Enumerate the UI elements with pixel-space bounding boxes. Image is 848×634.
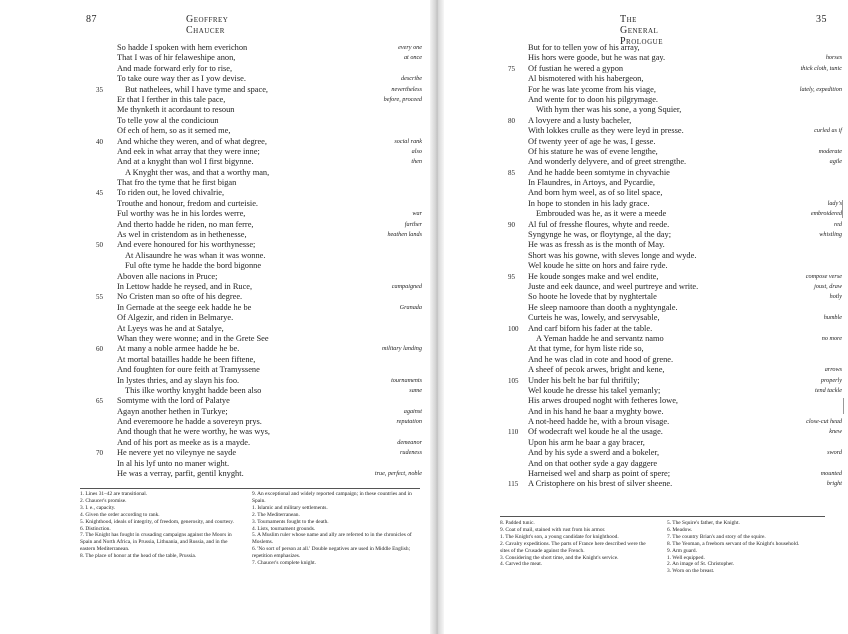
verse-line <box>0 209 430 219</box>
marginal-gloss: rudeness <box>400 449 422 457</box>
verse-line <box>444 396 848 406</box>
marginal-gloss: war <box>412 210 422 218</box>
verse-line <box>444 178 848 188</box>
verse-text: He sleep namoore than dooth a nyghtyngale. <box>528 302 678 312</box>
marginal-gloss: also <box>411 147 422 155</box>
verse-text: And in his hand he baar a myghty bowe. <box>528 406 664 416</box>
marginal-gloss: sword <box>827 449 842 457</box>
line-number: 110 <box>508 428 519 437</box>
verse-line <box>0 220 430 230</box>
verse-line <box>0 324 430 334</box>
verse-line <box>0 105 430 115</box>
verse-text: With lokkes crulle as they were leyd in presse. <box>528 126 684 136</box>
verse-line <box>0 85 430 95</box>
line-number: 60 <box>96 345 103 354</box>
verse-text: And therto hadde he riden, no man ferre, <box>117 219 254 229</box>
verse-text: And of his port as meeke as is a mayde. <box>117 437 251 447</box>
verse-line <box>0 116 430 126</box>
marginal-gloss: farther <box>404 220 422 228</box>
marginal-gloss: humble <box>823 314 842 322</box>
verse-line <box>444 116 848 126</box>
verse-text: As wel in cristendom as in hethenesse, <box>117 230 247 240</box>
verse-line <box>0 168 430 178</box>
verse-text: And by his syde a swerd and a bokeler, <box>528 448 660 458</box>
verse-line <box>444 303 848 313</box>
footnote: 5. Knighthood, ideals of integrity, of freedom, generosity, and courtesy. <box>80 518 234 525</box>
verse-text: Of ech of hem, so as it semed me, <box>117 126 231 136</box>
marginal-gloss: embroidered <box>810 210 842 218</box>
verse-text: And whiche they weren, and of what degree, <box>117 136 267 146</box>
verse-text: In hope to stonden in his lady grace. <box>528 198 650 208</box>
line-number: 115 <box>508 480 519 489</box>
footnotes <box>500 520 830 632</box>
verse-line <box>444 438 848 448</box>
line-number: 55 <box>96 293 103 302</box>
marginal-gloss: agile <box>829 158 842 166</box>
verse-line <box>444 85 848 95</box>
footnote: 8. Padded tunic. <box>500 520 535 526</box>
page-edge-mark <box>843 398 844 414</box>
verse-text: And everemoore he hadde a sovereyn prys. <box>117 417 262 427</box>
verse-text: In Lettow hadde he reysed, and in Ruce, <box>117 281 253 291</box>
verse-text: Of his stature he was of evene lengthe, <box>528 146 658 156</box>
verse-text: And born hym weel, as of so litel space, <box>528 188 663 198</box>
marginal-gloss: lately, expedition <box>799 85 842 93</box>
verse-line <box>444 230 848 240</box>
verse-line <box>444 199 848 209</box>
verse-text: To riden out, he loved chivalrie, <box>117 188 225 198</box>
verse-line <box>0 282 430 292</box>
marginal-gloss: campaigned <box>391 282 422 290</box>
marginal-gloss: heathen lands <box>387 231 422 239</box>
marginal-gloss: demeanor <box>397 438 422 446</box>
marginal-gloss: tournaments <box>391 376 422 384</box>
verse-text: And wonderly delyvere, and of greet strengthe. <box>528 157 687 167</box>
verse-text: That I was of hir felaweshipe anon, <box>117 53 236 63</box>
verse-text: A sheef of pecok arwes, bright and kene, <box>528 365 665 375</box>
verse-line <box>444 376 848 386</box>
marginal-gloss: moderate <box>818 147 842 155</box>
verse-line <box>0 396 430 406</box>
verse-text: With hym ther was his sone, a yong Squier, <box>536 105 682 115</box>
marginal-gloss: social rank <box>394 137 422 145</box>
footnote: 5. A Muslim ruler whose name and ally are referred to in the chronicles of Moslems. <box>252 532 412 546</box>
verse-text: At Lyeys was he and at Satalye, <box>117 323 224 333</box>
footnote: 6. Distinction. <box>80 525 111 532</box>
verse-line <box>0 407 430 417</box>
verse-line <box>0 157 430 167</box>
verse-line <box>0 448 430 458</box>
verse-text: To telle yow al the condicioun <box>117 115 219 125</box>
verse-text: That fro the tyme that he first bigan <box>117 178 237 188</box>
verse-line <box>0 303 430 313</box>
footnote: 3. Considering the short time, and the Knight's service. <box>500 554 619 561</box>
verse-text: Aboven alle nacions in Pruce; <box>117 271 218 281</box>
verse-text: Curteis he was, lowely, and servysable, <box>528 313 660 323</box>
line-number: 90 <box>508 220 515 229</box>
verse-line <box>444 469 848 479</box>
verse-line <box>0 74 430 84</box>
marginal-gloss: lady's <box>827 199 842 207</box>
verse-text: Of Algezir, and riden in Belmarye. <box>117 313 234 323</box>
line-number: 65 <box>96 397 103 406</box>
line-number: 75 <box>508 64 515 73</box>
verse-line <box>0 292 430 302</box>
footnote: 6. Meadow. <box>667 526 693 533</box>
marginal-gloss: mounted <box>820 470 842 478</box>
verse-line <box>444 43 848 53</box>
line-number: 80 <box>508 116 515 125</box>
marginal-gloss: tend tackle <box>815 386 842 394</box>
line-number: 45 <box>96 189 103 198</box>
marginal-gloss: before, proceed <box>383 95 422 103</box>
verse-line <box>444 427 848 437</box>
verse-line <box>444 334 848 344</box>
page-number: 35 <box>816 14 827 25</box>
verse-text: Embrouded was he, as it were a meede <box>536 209 667 219</box>
verse-text: At mortal batailles hadde he been fiftene, <box>117 354 256 364</box>
verse-text: And evere honoured for his worthynesse; <box>117 240 256 250</box>
verse-text: A not-heed hadde he, with a broun visage. <box>528 417 670 427</box>
verse-line <box>444 147 848 157</box>
verse-line <box>444 95 848 105</box>
verse-line <box>0 95 430 105</box>
footnote-column <box>500 520 655 568</box>
line-number: 40 <box>96 137 103 146</box>
verse-text: A Yeman hadde he and servantz namo <box>536 333 664 343</box>
verse-line <box>444 137 848 147</box>
verse-line <box>444 448 848 458</box>
footnote-rule <box>80 488 420 489</box>
verse-text: In Flaundres, in Artoys, and Pycardie, <box>528 178 655 188</box>
marginal-gloss: thick cloth, tunic <box>800 64 842 72</box>
marginal-gloss: arrows <box>824 366 842 374</box>
marginal-gloss: knew <box>829 428 842 436</box>
line-number: 105 <box>508 376 519 385</box>
verse-text: Ful ofte tyme he hadde the bord bigonne <box>125 261 262 271</box>
verse-line <box>444 324 848 334</box>
marginal-gloss: same <box>409 386 422 394</box>
line-number: 95 <box>508 272 515 281</box>
verse-text: Er that I ferther in this tale pace, <box>117 94 226 104</box>
verse-line <box>0 199 430 209</box>
verse-line <box>0 230 430 240</box>
verse-text: In al his lyf unto no maner wight. <box>117 458 230 468</box>
verse-text: In lystes thries, and ay slayn his foo. <box>117 375 240 385</box>
verse-text: And he was clad in cote and hood of grene. <box>528 354 674 364</box>
verse-text: At Alisaundre he was whan it was wonne. <box>125 250 266 260</box>
verse-text: His arwes drouped noght with fetheres lowe, <box>528 396 679 406</box>
marginal-gloss: describe <box>401 75 422 83</box>
footnote: 7. The Knight has fought in crusading campaigns against the Moors in Spain and North Africa, in Prussia, Lithuania, and Russia, and in the eastern Mediterranean. <box>80 532 232 553</box>
verse-line <box>444 220 848 230</box>
verse-text: He nevere yet no vileynye ne sayde <box>117 448 237 458</box>
verse-line <box>0 438 430 448</box>
verse-text: A lovyere and a lusty bacheler, <box>528 115 632 125</box>
footnote: 7. The country Brian's and story of the squire. <box>667 533 766 540</box>
verse-line <box>444 459 848 469</box>
verse-line <box>0 427 430 437</box>
verse-line <box>0 147 430 157</box>
footnote: 1. Well equipped. <box>667 554 705 561</box>
marginal-gloss: reputation <box>396 418 422 426</box>
marginal-gloss: properly <box>820 376 842 384</box>
verse-text: His hors were goode, but he was nat gay. <box>528 53 666 63</box>
verse-text: Under his belt he bar ful thriftily; <box>528 375 640 385</box>
footnote: 4. Carved the meat. <box>500 561 543 568</box>
footnote-column <box>667 520 822 575</box>
marginal-gloss: nevertheless <box>391 85 422 93</box>
verse-lines <box>444 43 848 490</box>
footnote: 4. Lists, tournament grounds. <box>252 525 316 532</box>
marginal-gloss: no more <box>821 334 842 342</box>
verse-line <box>0 53 430 63</box>
footnote: 9. Coat of mail, stained with rust from his armor. <box>500 526 606 533</box>
verse-text: Somtyme with the lord of Palatye <box>117 396 230 406</box>
marginal-gloss: whistling <box>819 231 842 239</box>
verse-line <box>444 53 848 63</box>
page-number: 87 <box>86 14 97 25</box>
footnote: 8. The Yeoman, a freeborn servant of the Knight's household. <box>667 540 800 547</box>
verse-line <box>0 251 430 261</box>
verse-text: Al ful of fresshe floures, whyte and reede. <box>528 219 670 229</box>
line-number: 85 <box>508 168 515 177</box>
verse-text: And carf biforn his fader at the table. <box>528 323 653 333</box>
verse-line <box>0 355 430 365</box>
marginal-gloss: bright <box>826 480 842 488</box>
verse-text: Me thynketh it acordaunt to resoun <box>117 105 235 115</box>
verse-text: But nathelees, whil I have tyme and space, <box>125 84 269 94</box>
verse-line <box>444 365 848 375</box>
line-number: 100 <box>508 324 519 333</box>
verse-line <box>444 292 848 302</box>
verse-text: And though that he were worthy, he was wys, <box>117 427 270 437</box>
verse-text: No Cristen man so ofte of his degree. <box>117 292 243 302</box>
verse-text: Short was his gowne, with sleves longe and wyde. <box>528 250 697 260</box>
verse-text: At many a noble armee hadde he be. <box>117 344 240 354</box>
verse-line <box>444 240 848 250</box>
footnote-column <box>252 491 412 567</box>
verse-line <box>0 272 430 282</box>
verse-text: A Cristophere on his brest of silver sheene. <box>528 479 673 489</box>
verse-text: In Gernade at the seege eek hadde he be <box>117 302 252 312</box>
verse-text: Harneised wel and sharp as point of spere; <box>528 469 671 479</box>
verse-line <box>0 417 430 427</box>
running-title: The General Prologue <box>620 14 664 47</box>
marginal-gloss: close-cut head <box>806 418 842 426</box>
marginal-gloss: horses <box>825 54 842 62</box>
verse-text: Upon his arm he baar a gay bracer, <box>528 437 645 447</box>
page-edge-mark <box>842 200 843 218</box>
verse-line <box>0 188 430 198</box>
marginal-gloss: Granada <box>399 303 422 311</box>
footnote: 1. Islamic and military settlements. <box>252 504 328 511</box>
verse-line <box>444 168 848 178</box>
marginal-gloss: curled as if <box>814 127 842 135</box>
verse-text: To take oure way ther as I yow devise. <box>117 74 246 84</box>
marginal-gloss: military landing <box>381 345 422 353</box>
verse-line <box>444 251 848 261</box>
marginal-gloss: every one <box>398 44 422 51</box>
marginal-gloss: at once <box>403 54 422 62</box>
footnote: 2. Chaucer's promise. <box>80 497 127 504</box>
verse-line <box>0 240 430 250</box>
verse-line <box>0 386 430 396</box>
marginal-gloss: joust, draw <box>814 282 842 290</box>
verse-line <box>0 137 430 147</box>
footnote: 3. Worn on the breast. <box>667 568 715 575</box>
verse-text: For he was late ycome from his viage, <box>528 84 656 94</box>
verse-line <box>0 469 430 479</box>
verse-line <box>0 178 430 188</box>
book-gutter <box>430 0 444 634</box>
verse-line <box>444 282 848 292</box>
footnotes <box>80 491 425 631</box>
verse-line <box>0 365 430 375</box>
footnote: 2. The Mediterranean. <box>252 511 300 518</box>
verse-text: This ilke worthy knyght hadde been also <box>125 385 262 395</box>
verse-line <box>444 74 848 84</box>
footnote: 1. The Knight's son, a young candidate for knighthood. <box>500 533 619 540</box>
verse-text: Wel koude he dresse his takel yemanly; <box>528 385 661 395</box>
verse-line <box>444 157 848 167</box>
right-page <box>444 0 848 634</box>
verse-text: He koude songes make and wel endite, <box>528 271 659 281</box>
verse-text: Whan they were wonne; and in the Grete See <box>117 333 269 343</box>
verse-line <box>444 355 848 365</box>
footnote: 7. Chaucer's complete knight. <box>252 560 316 567</box>
verse-line <box>444 64 848 74</box>
footnote: 5. The Squire's father, the Knight. <box>667 520 740 526</box>
verse-text: So hoote he lovede that by nyghtertale <box>528 292 657 302</box>
verse-text: He was as fressh as is the month of May. <box>528 240 665 250</box>
verse-line <box>444 407 848 417</box>
verse-line <box>0 313 430 323</box>
footnote: 4. Given the order according to rank. <box>80 511 160 518</box>
verse-text: A Knyght ther was, and that a worthy man, <box>125 167 270 177</box>
verse-text: And eek in what array that they were inne; <box>117 146 260 156</box>
verse-text: Al bismotered with his habergeon, <box>528 74 644 84</box>
marginal-gloss: compose verse <box>805 272 842 280</box>
footnote: 3. Tournaments fought to the death. <box>252 518 329 525</box>
line-number: 70 <box>96 449 103 458</box>
footnote: 6. 'No sort of person at all.' Double negatives are used in Middle English; repetition emphasizes. <box>252 546 411 560</box>
footnote-rule <box>500 516 825 517</box>
verse-text: Juste and eek daunce, and weel purtreye and write. <box>528 281 699 291</box>
verse-text: Wel koude he sitte on hors and faire ryde. <box>528 261 668 271</box>
verse-line <box>444 209 848 219</box>
running-title: Geoffrey Chaucer <box>186 14 229 36</box>
verse-line <box>444 313 848 323</box>
footnote: 9. An exceptional and widely reported campaign; in these countries and in Spain. <box>252 491 412 504</box>
verse-text: At that tyme, for hym liste ride so, <box>528 344 644 354</box>
verse-text: Agayn another hethen in Turkye; <box>117 406 228 416</box>
footnote: 2. Cavalry expeditions. The parts of France here described were the sites of the Crusade against the French. <box>500 540 646 554</box>
verse-text: But for to tellen yow of his array, <box>528 43 640 52</box>
marginal-gloss: then <box>411 158 422 166</box>
verse-line <box>0 126 430 136</box>
verse-line <box>444 126 848 136</box>
marginal-gloss: true, perfect, noble <box>374 470 422 478</box>
footnote: 3. I. e., capacity. <box>80 504 116 511</box>
verse-text: Trouthe and honour, fredom and curteisie. <box>117 198 258 208</box>
line-number: 50 <box>96 241 103 250</box>
verse-lines <box>0 43 430 479</box>
verse-text: And he hadde been somtyme in chyvachie <box>528 167 670 177</box>
footnote: 8. The place of honor at the head of the table, Prussia. <box>80 553 197 560</box>
verse-line <box>0 334 430 344</box>
verse-text: So hadde I spoken with hem everichon <box>117 43 248 52</box>
verse-line <box>444 479 848 489</box>
verse-line <box>0 376 430 386</box>
verse-text: And wente for to doon his pilgrymage. <box>528 94 659 104</box>
verse-line <box>0 64 430 74</box>
footnote: 2. An image of St. Christopher. <box>667 561 735 568</box>
verse-text: And on that oother syde a gay daggere <box>528 458 658 468</box>
marginal-gloss: against <box>403 407 422 415</box>
line-number: 35 <box>96 85 103 94</box>
verse-line <box>0 459 430 469</box>
verse-line <box>444 105 848 115</box>
marginal-gloss: red <box>833 220 842 228</box>
verse-line <box>444 417 848 427</box>
verse-text: And foughten for oure feith at Tramyssene <box>117 365 260 375</box>
footnote: 1. Lines 31–42 are transitional. <box>80 491 148 497</box>
footnote: 9. Arm guard. <box>667 547 697 554</box>
verse-line <box>444 272 848 282</box>
verse-line <box>444 261 848 271</box>
verse-line <box>0 261 430 271</box>
verse-line <box>0 43 430 53</box>
verse-text: And at a knyght than wol I first bigynne. <box>117 157 254 167</box>
marginal-gloss: hotly <box>829 293 842 301</box>
verse-line <box>444 188 848 198</box>
verse-text: Of wodecraft wel koude he al the usage. <box>528 427 663 437</box>
verse-text: Ful worthy was he in his lordes werre, <box>117 209 246 219</box>
verse-line <box>444 386 848 396</box>
verse-line <box>0 344 430 354</box>
verse-line <box>444 344 848 354</box>
verse-text: Syngynge he was, or floytynge, al the day; <box>528 230 672 240</box>
footnote-column <box>80 491 240 560</box>
verse-text: Of twenty yeer of age he was, I gesse. <box>528 136 656 146</box>
verse-text: And made forward erly for to rise, <box>117 63 233 73</box>
verse-text: Of fustian he wered a gypon <box>528 63 624 73</box>
verse-text: He was a verray, parfit, gentil knyght. <box>117 469 244 479</box>
